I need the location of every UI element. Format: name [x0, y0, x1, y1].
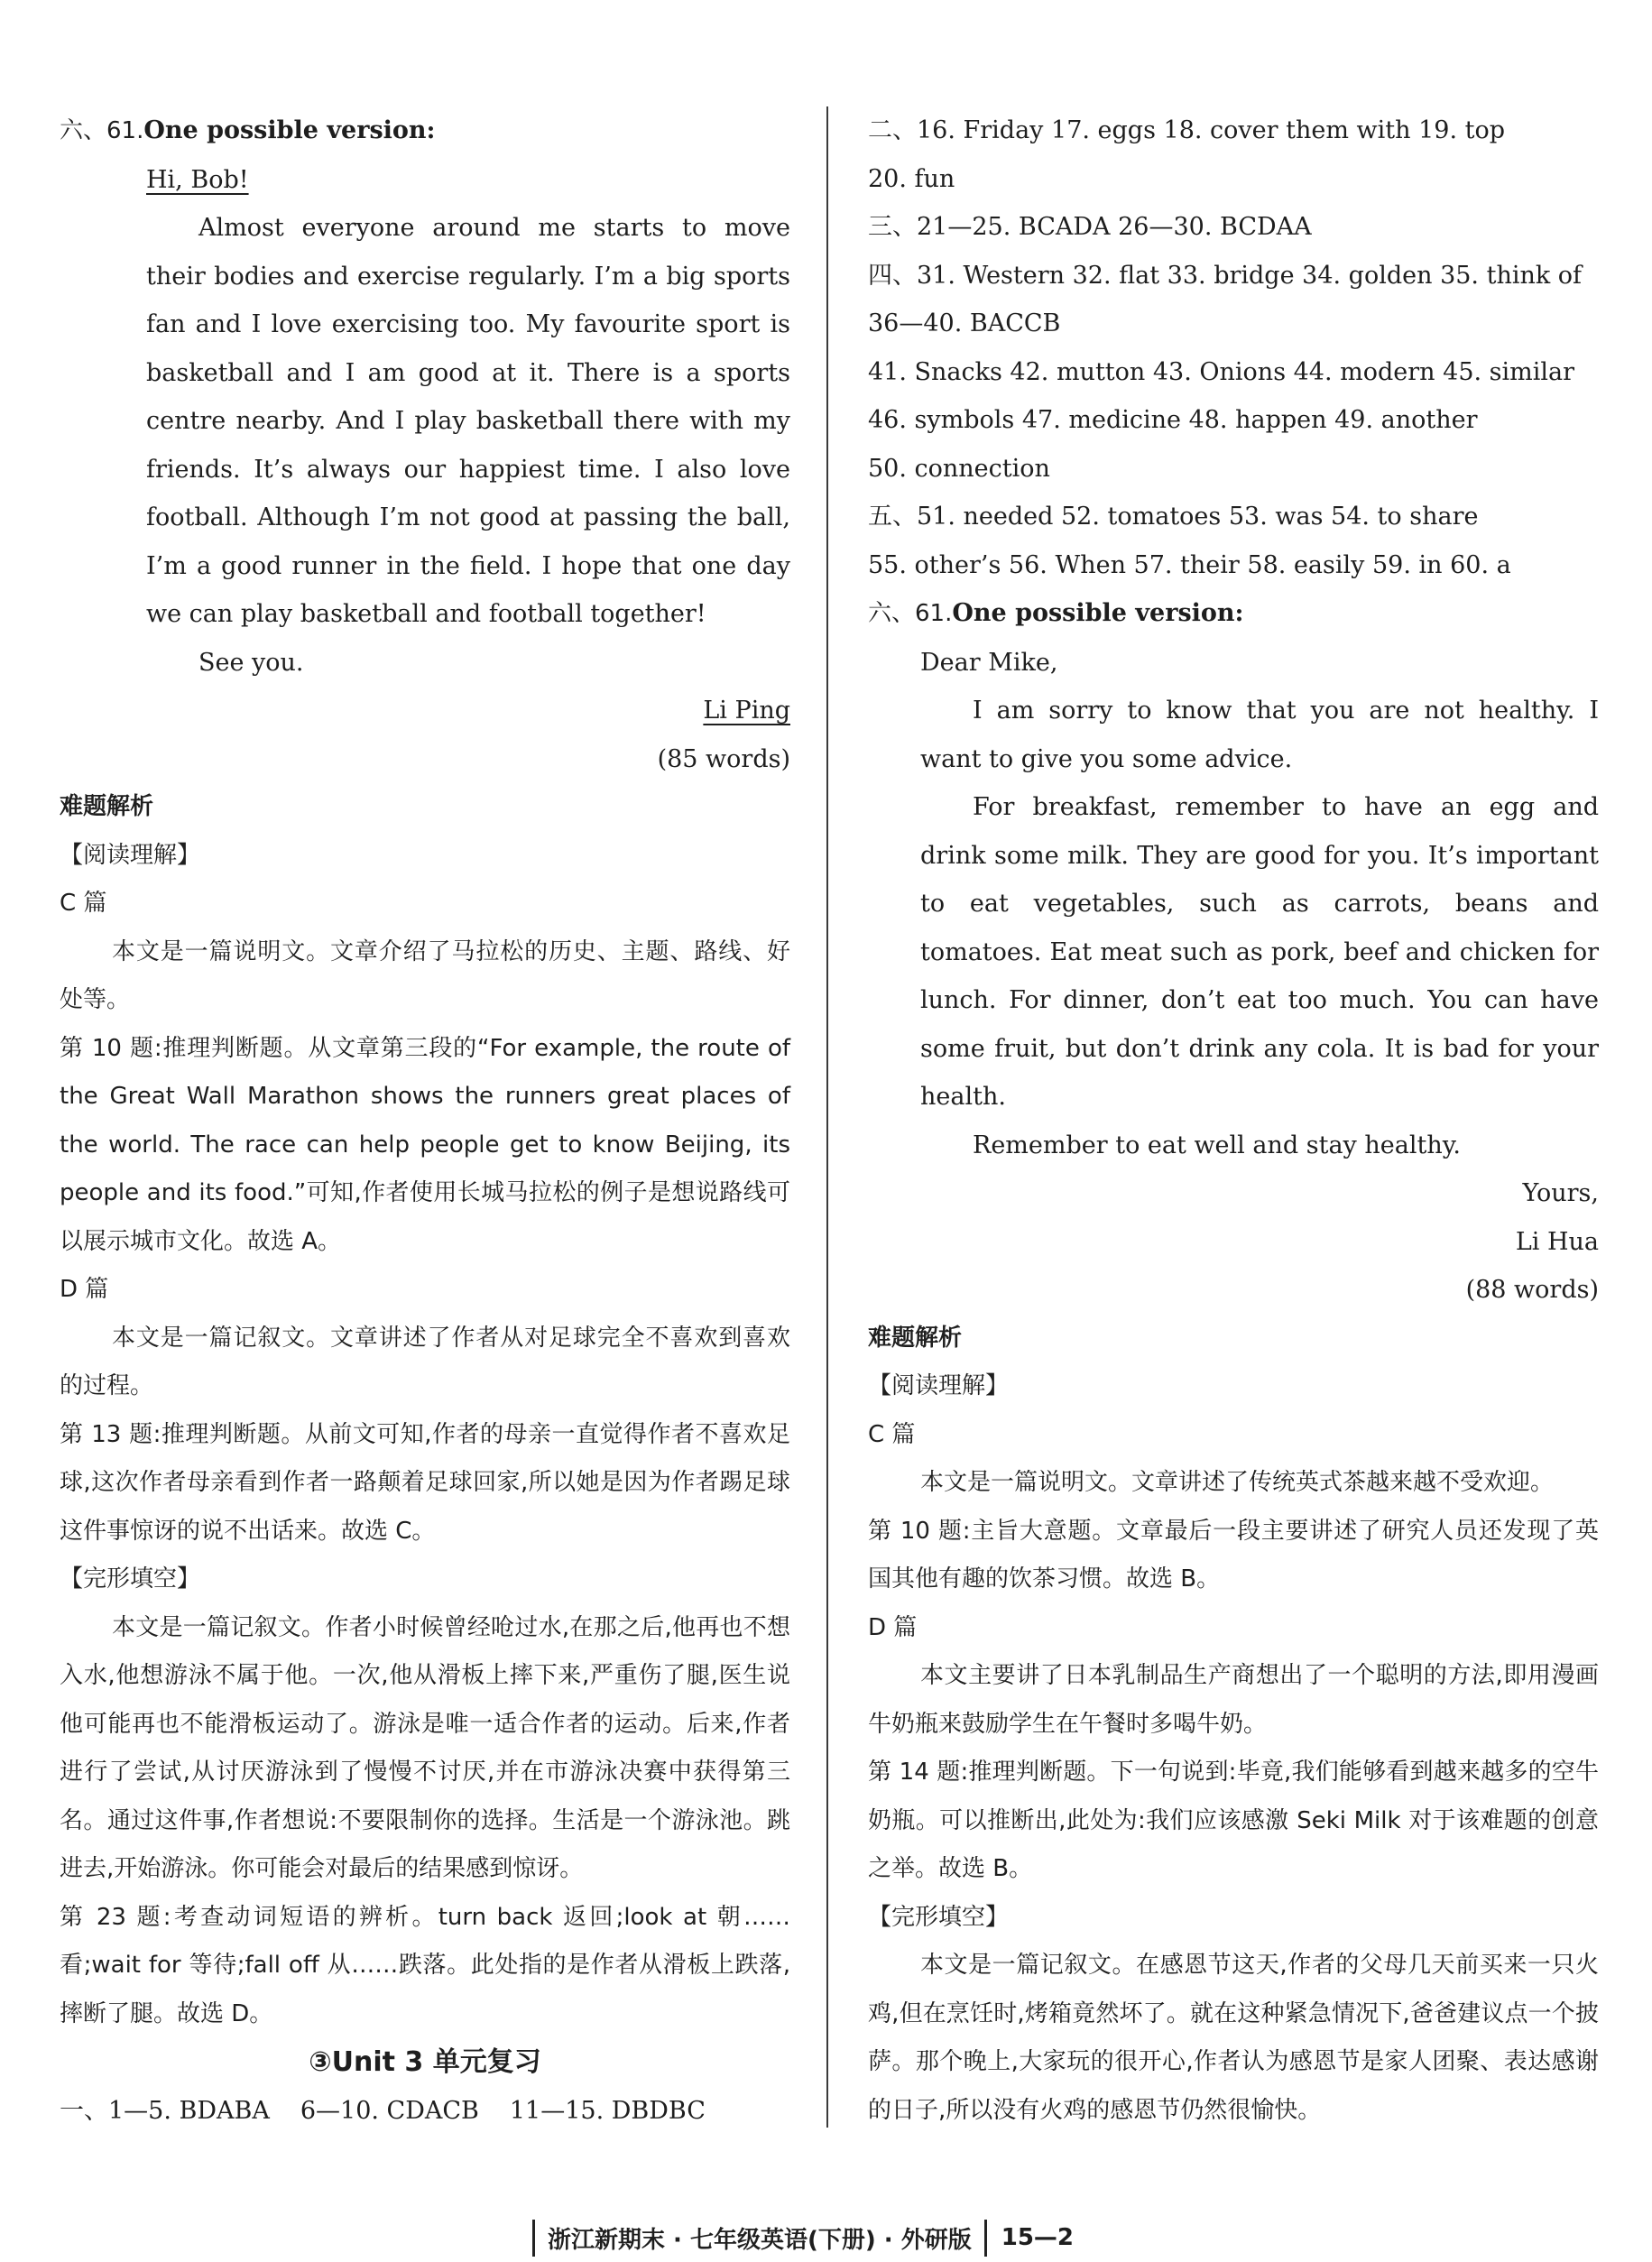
- book-title: 浙江新期末 · 七年级英语(下册) · 外研版: [532, 2220, 987, 2257]
- answers-part-4: 四、31. Western 32. flat 33. bridge 34. golden 35. think of: [868, 261, 1583, 290]
- question-23-analysis: 第 23 题:考查动词短语的辨析。turn back 返回;look at 朝……看;wait for 等待;fall off 从……跌落。此处指的是作者从滑板上跌落,摔断了腿。故选 D。: [60, 1903, 790, 2027]
- answers-1-5: 一、1—5. BDABA: [60, 2096, 270, 2125]
- analysis-heading-right: 难题解析: [868, 1324, 963, 1352]
- cloze-summary: 本文是一篇记叙文。作者小时候曾经呛过水,在那之后,他再也不想入水,他想游泳不属于他。一次,他从滑板上摔下来,严重伤了腿,医生说他可能再也不能滑板运动了。游泳是唯一适合作者的运动。后来,作者进行了尝试,从讨厌游泳到了慢慢不讨厌,并在市游泳决赛中获得第三名。通过这件事,作者想说:不要限制你的选择。生活是一个游泳池。跳进去,开始游泳。你可能会对最后的结果感到惊讶。: [60, 1613, 790, 1882]
- essay-signature: Li Ping: [703, 697, 790, 725]
- passage-c-summary-right: 本文是一篇说明文。文章讲述了传统英式茶越来越不受欢迎。: [920, 1469, 1555, 1496]
- essay-heading-right: [868, 589, 1599, 639]
- question-10-analysis-right: 第 10 题:主旨大意题。文章最后一段主要讲述了研究人员还发现了英国其他有趣的饮茶习惯。故选 B。: [868, 1517, 1599, 1593]
- answers-11-15: 11—15. DBDBC: [509, 2096, 706, 2125]
- cloze-summary-right: 本文是一篇记叙文。在感恩节这天,作者的父母几天前买来一只火鸡,但在烹饪时,烤箱竟然坏了。就在这种紧急情况下,爸爸建议点一个披萨。那个晚上,大家玩的很开心,作者认为感恩节是家人团聚、表达感谢的日子,所以没有火鸡的感恩节仍然很愉快。: [868, 1952, 1599, 2124]
- essay-title: One possible version:: [143, 116, 436, 144]
- answers-part-4-row-2: 36—40. BACCB: [868, 309, 1061, 337]
- page-footer: [532, 2220, 1081, 2256]
- essay-title-right: One possible version:: [952, 599, 1244, 627]
- page-number: 15—2: [1001, 2224, 1075, 2251]
- passage-d-label: D 篇: [60, 1276, 109, 1303]
- passage-d-summary: 本文是一篇记叙文。文章讲述了作者从对足球完全不喜欢到喜欢的过程。: [60, 1324, 790, 1399]
- answers-part-4-row-4: 46. symbols 47. medicine 48. happen 49. another: [868, 406, 1478, 434]
- essay-paragraph-2: For breakfast, remember to have an egg and drink some milk. They are good for you. It’s important to eat vegetables, such as carrots, beans and tomatoes. Eat meat such as pork, beef and chicken for lunch. For dinner, don’t eat too much. You can have some fruit, but don’t drink any cola. It is bad for your health.: [920, 793, 1599, 1111]
- answers-part-5-row-2: 55. other’s 56. When 57. their 58. easily 59. in 60. a: [868, 550, 1511, 579]
- right-column: [868, 106, 1599, 2135]
- essay-body: Almost everyone around me starts to move their bodies and exercise regularly. I’m a big sports fan and I love exercising too. My favourite sport is basketball and I am good at it. There is a sports centre nearby. And I play basketball there with my friends. It’s always our happiest time. I also love football. Although I’m not good at passing the ball, I’m a good runner in the field. I hope that one day we can play basketball and football together!: [146, 214, 790, 628]
- cloze-heading-right: 【完形填空】: [868, 1903, 1010, 1931]
- essay-number: 六、61.: [60, 117, 144, 144]
- essay-greeting-right: Dear Mike,: [920, 648, 1058, 677]
- answers-part-1: [60, 2087, 790, 2136]
- reading-heading: 【阅读理解】: [60, 841, 201, 869]
- left-column: [60, 106, 790, 2135]
- essay-closing-right: Yours,: [1522, 1179, 1599, 1207]
- analysis-heading: 难题解析: [60, 793, 154, 820]
- essay-closing: See you.: [198, 648, 304, 677]
- question-14-analysis: 第 14 题:推理判断题。下一句说到:毕竟,我们能够看到越来越多的空牛奶瓶。可以推断出,此处为:我们应该感激 Seki Milk 对于该难题的创意之举。故选 B。: [868, 1759, 1599, 1882]
- answers-part-2: 二、16. Friday 17. eggs 18. cover them with 19. top: [868, 116, 1506, 144]
- essay-greeting: Hi, Bob!: [146, 165, 249, 194]
- answers-part-4-row-3: 41. Snacks 42. mutton 43. Onions 44. modern 45. similar: [868, 357, 1575, 386]
- reading-heading-right: 【阅读理解】: [868, 1372, 1010, 1399]
- answers-6-10: 6—10. CDACB: [300, 2096, 479, 2125]
- cloze-heading: 【完形填空】: [60, 1565, 201, 1593]
- essay-word-count-right: (88 words): [1465, 1276, 1599, 1304]
- answers-part-5: 五、51. needed 52. tomatoes 53. was 54. to share: [868, 503, 1479, 531]
- unit-title: ③Unit 3 单元复习: [309, 2046, 541, 2078]
- passage-d-summary-right: 本文主要讲了日本乳制品生产商想出了一个聪明的方法,即用漫画牛奶瓶来鼓励学生在午餐时多喝牛奶。: [868, 1662, 1599, 1738]
- essay-heading: [60, 106, 790, 156]
- essay-paragraph-1: I am sorry to know that you are not healthy. I want to give you some advice.: [920, 697, 1599, 773]
- question-13-analysis: 第 13 题:推理判断题。从前文可知,作者的母亲一直觉得作者不喜欢足球,这次作者母亲看到作者一路颠着足球回家,所以她是因为作者踢足球这件事惊讶的说不出话来。故选 C。: [60, 1420, 790, 1545]
- passage-c-summary: 本文是一篇说明文。文章介绍了马拉松的历史、主题、路线、好处等。: [60, 937, 790, 1013]
- question-10-analysis: 第 10 题:推理判断题。从文章第三段的“For example, the route of the Great Wall Marathon shows the runners great places of the world. The race can help people get to know Beijing, its people and its food.”可知,作者使用长城马拉松的例子是想说路线可以展示城市文化。故选 A。: [60, 1034, 790, 1255]
- column-divider: [826, 106, 828, 2128]
- answers-part-4-row-5: 50. connection: [868, 454, 1050, 483]
- essay-word-count: (85 words): [657, 744, 790, 773]
- essay-number-right: 六、61.: [868, 600, 953, 627]
- passage-c-label: C 篇: [60, 890, 107, 917]
- answers-part-2-cont: 20. fun: [868, 164, 955, 193]
- passage-d-label-right: D 篇: [868, 1613, 918, 1641]
- essay-paragraph-3: Remember to eat well and stay healthy.: [973, 1131, 1461, 1159]
- passage-c-label-right: C 篇: [868, 1420, 916, 1448]
- essay-signature-right: Li Hua: [1515, 1227, 1599, 1256]
- answers-part-3: 三、21—25. BCADA 26—30. BCDAA: [868, 213, 1312, 241]
